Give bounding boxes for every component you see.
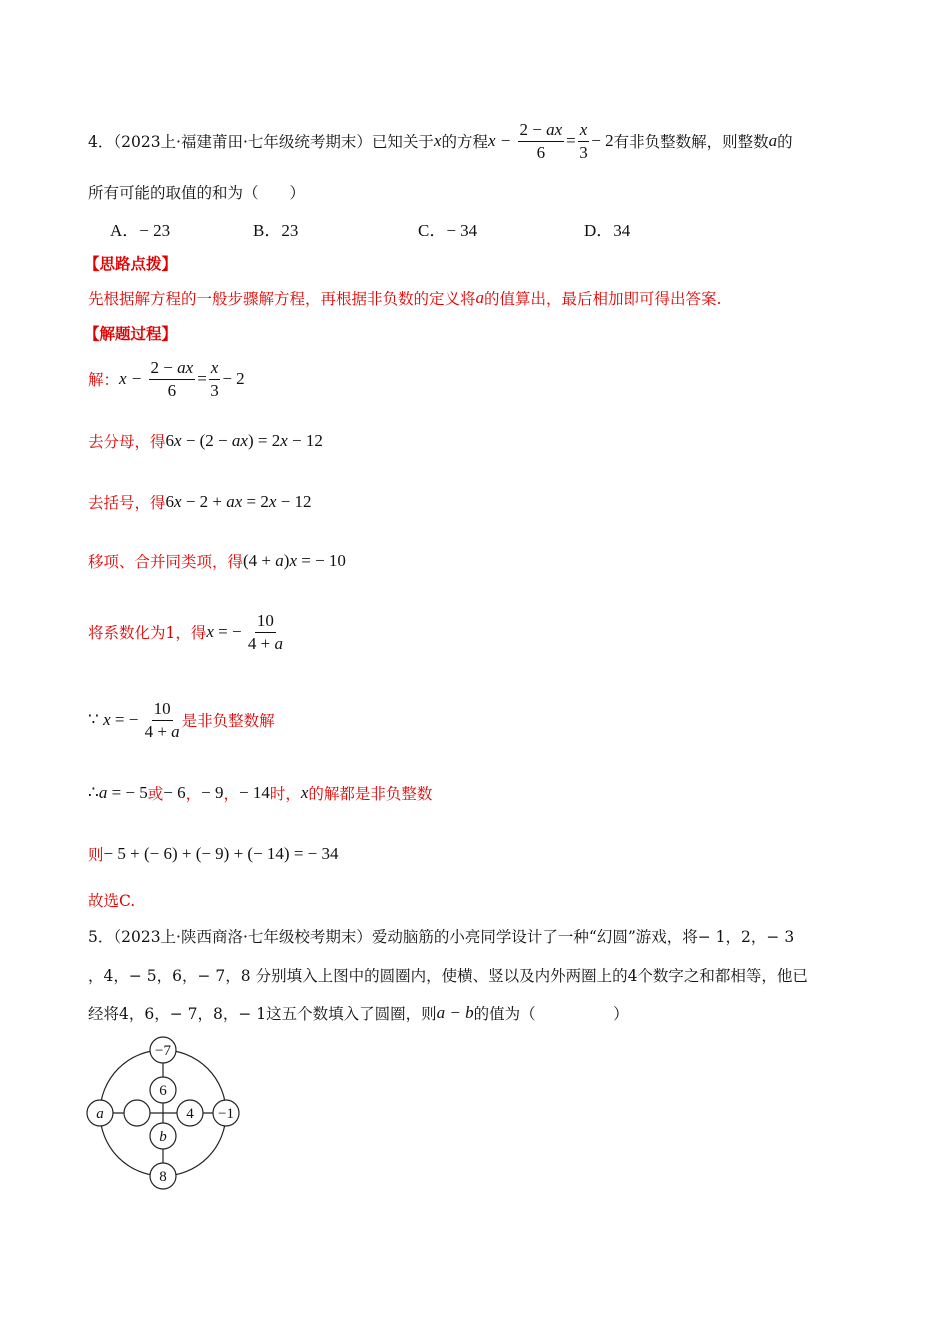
- text-segment: = 2: [242, 492, 269, 511]
- text-segment: 是非负整数解: [181, 712, 275, 730]
- text-segment: a: [274, 633, 283, 653]
- text-segment: ax: [177, 357, 194, 377]
- option-value: − 23: [139, 221, 171, 240]
- text-segment: 6: [165, 492, 175, 511]
- text-segment: 移项、合并同类项，得: [88, 553, 244, 571]
- text-segment: 的值为（ ）: [473, 1005, 629, 1023]
- text-segment: x: [174, 492, 182, 511]
- text-segment: 则: [88, 846, 104, 864]
- text-segment: a: [275, 551, 284, 570]
- text-segment: = − 10: [296, 551, 346, 570]
- text-segment: 6: [165, 431, 175, 450]
- text-segment: 4 +: [144, 721, 172, 741]
- text-segment: 去括号，得: [88, 494, 166, 512]
- text-segment: ax: [546, 119, 563, 139]
- node-inner-bottom: b: [159, 1129, 167, 1145]
- text-segment: 10: [256, 610, 274, 630]
- option-label: A．: [110, 221, 140, 240]
- text-segment: 故选C.: [88, 892, 136, 910]
- text-segment: = −: [110, 710, 143, 729]
- hint-heading: 【思路点拨】: [84, 254, 178, 273]
- text-segment: 经将4，6，− 7，8，− 1这五个数填入了圆圈，则: [88, 1005, 437, 1023]
- text-segment: − 5 + (− 6) + (− 9) + (− 14) = − 34: [103, 844, 339, 863]
- text-segment: − 14: [239, 783, 270, 802]
- text-segment: ∴: [88, 783, 99, 802]
- text-segment: 6: [167, 380, 177, 400]
- text-segment: ): [283, 551, 290, 570]
- text-segment: =: [197, 369, 207, 388]
- text-segment: ax: [231, 431, 248, 450]
- text-segment: ax: [226, 492, 243, 511]
- text-segment: x: [210, 357, 219, 377]
- text-segment: 先根据解方程的一般步骤解方程，再根据非负数的定义将: [88, 290, 476, 308]
- text-segment: 的解都是非负整数: [308, 785, 433, 803]
- text-segment: a − b: [436, 1003, 474, 1022]
- text-segment: x: [268, 492, 277, 511]
- text-segment: 4 +: [247, 633, 275, 653]
- text-segment: − 2 +: [181, 492, 227, 511]
- text-segment: − 9: [201, 783, 224, 802]
- text-segment: a: [475, 288, 485, 307]
- text-segment: − 2: [222, 369, 245, 388]
- option-label: C．: [418, 221, 447, 240]
- text-segment: 的值算出，最后相加即可得出答案.: [484, 290, 722, 308]
- text-segment: x: [289, 551, 297, 570]
- text-segment: a: [171, 721, 180, 741]
- text-segment: =: [566, 131, 576, 150]
- text-segment: 的方程: [441, 133, 488, 151]
- text-segment: − 2: [591, 131, 614, 150]
- text-segment: 时，: [269, 785, 301, 803]
- text-segment: 10: [153, 698, 171, 718]
- option-value: 23: [281, 221, 299, 240]
- option-label: D．: [584, 221, 614, 240]
- text-segment: 或: [147, 785, 164, 803]
- text-segment: ，: [185, 785, 202, 803]
- text-segment: 有非负整数解，则整数: [613, 133, 769, 151]
- text-segment: 3: [579, 142, 588, 162]
- text-segment: 4．（2023上·福建莆田·七年级统考期末）已知关于: [88, 133, 434, 151]
- text-segment: x: [300, 783, 309, 802]
- option-value: − 34: [446, 221, 478, 240]
- node-left: a: [96, 1106, 104, 1122]
- text-segment: 2 −: [519, 119, 547, 139]
- text-segment: x: [103, 710, 111, 729]
- option-value: 34: [613, 221, 631, 240]
- text-segment: − 12: [276, 492, 312, 511]
- text-segment: x −: [487, 131, 516, 150]
- node-bottom: 8: [159, 1169, 167, 1185]
- text-segment: ) = 2: [247, 431, 281, 450]
- text-segment: x: [280, 431, 288, 450]
- text-segment: − 12: [287, 431, 323, 450]
- text-segment: 所有可能的取值的和为（ ）: [88, 184, 306, 202]
- text-segment: − (2 −: [181, 431, 232, 450]
- node-right: −1: [218, 1106, 234, 1122]
- text-segment: (4 +: [243, 551, 276, 570]
- text-segment: ，4，− 5，6，− 7，8 分别填入上图中的圆圈内，使横、竖以及内外两圈上的4个数字之和都相等，他已: [88, 967, 808, 985]
- solution-heading: 【解题过程】: [84, 324, 178, 343]
- node-inner-top: 6: [159, 1083, 167, 1099]
- text-segment: = −: [213, 622, 246, 641]
- text-segment: − 6: [163, 783, 186, 802]
- text-segment: x: [433, 131, 442, 150]
- text-segment: x: [206, 622, 214, 641]
- text-segment: ∵: [88, 710, 104, 729]
- text-segment: 2 −: [150, 357, 178, 377]
- node-inner-right: 4: [186, 1106, 194, 1122]
- text-segment: a: [768, 131, 778, 150]
- text-segment: a: [98, 783, 108, 802]
- option-label: B．: [253, 221, 282, 240]
- text-segment: 的: [777, 133, 793, 151]
- text-segment: x: [579, 119, 588, 139]
- text-segment: 去分母，得: [88, 433, 166, 451]
- text-segment: = − 5: [107, 783, 148, 802]
- text-segment: 5．（2023上·陕西商洛·七年级校考期末）爱动脑筋的小亮同学设计了一种“幻圆”游戏，将− 1，2，− 3: [88, 928, 795, 946]
- text-segment: x: [174, 431, 182, 450]
- text-segment: ，: [223, 785, 239, 803]
- text-segment: 3: [210, 380, 219, 400]
- text-segment: x −: [119, 369, 147, 388]
- text-segment: 将系数化为1，得: [88, 624, 207, 642]
- text-segment: 6: [536, 142, 546, 162]
- node-top: −7: [155, 1043, 171, 1059]
- text-segment: 解：: [88, 371, 120, 389]
